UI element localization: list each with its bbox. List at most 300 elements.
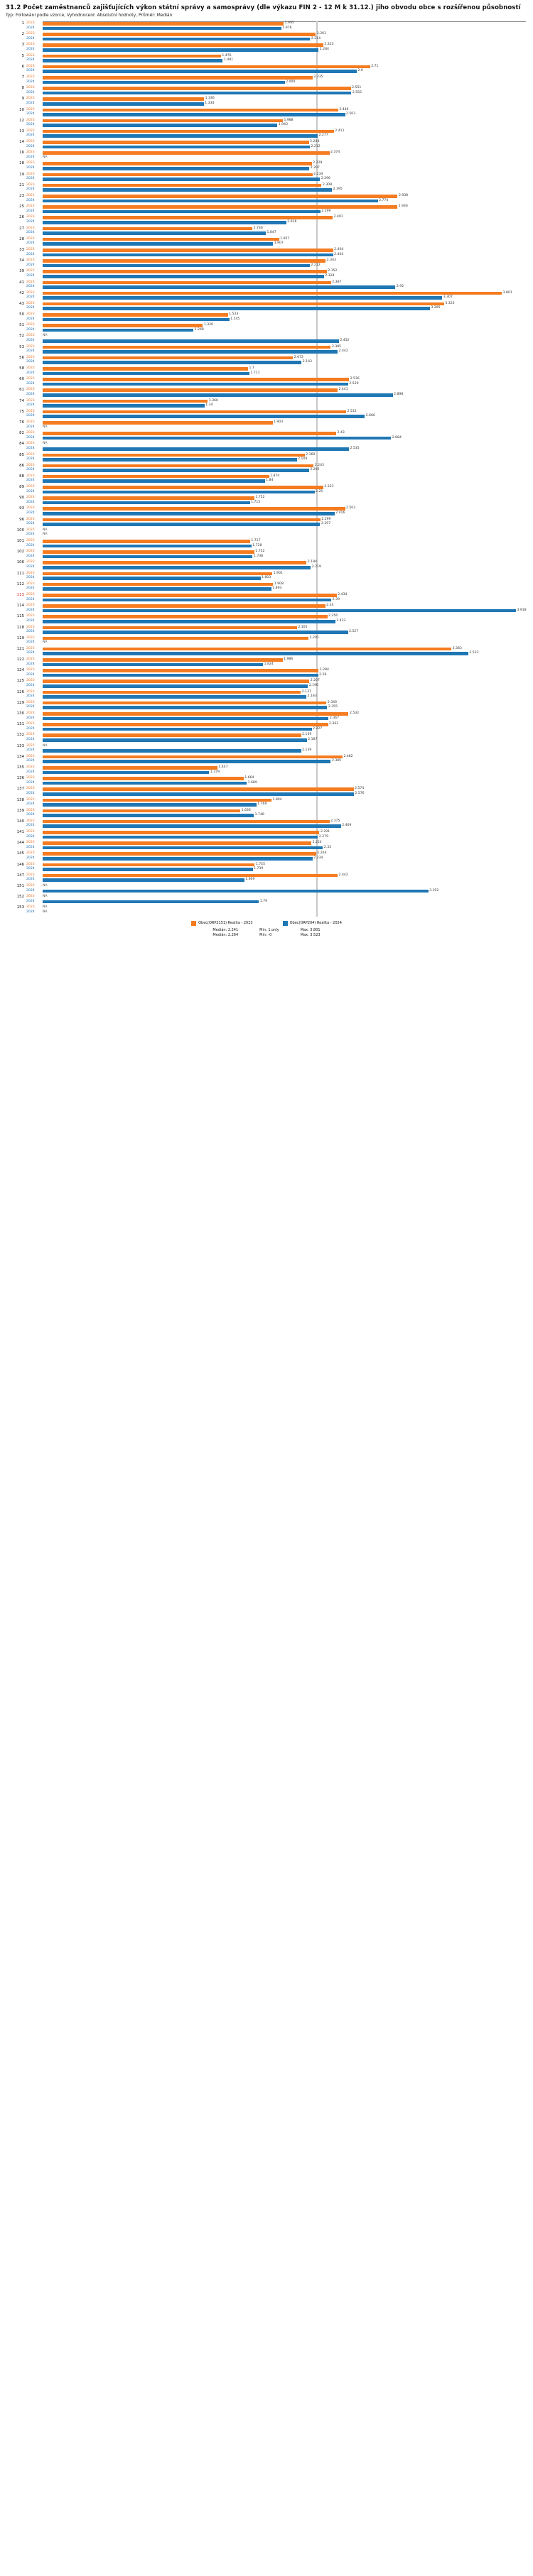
table-row[interactable] (6, 576, 527, 581)
table-row[interactable] (6, 619, 527, 624)
bar-2024[interactable] (43, 38, 310, 41)
bar-2023[interactable] (43, 173, 313, 177)
table-row[interactable] (6, 447, 527, 452)
table-row[interactable] (6, 856, 527, 861)
bar-2024[interactable] (43, 728, 312, 731)
table-row[interactable] (6, 755, 527, 760)
table-row[interactable] (6, 684, 527, 689)
bar-2024[interactable] (43, 501, 250, 505)
table-row[interactable] (6, 323, 527, 328)
bar-2024[interactable] (43, 566, 311, 569)
table-row[interactable] (6, 651, 527, 656)
table-row[interactable] (6, 145, 527, 150)
bar-2023[interactable] (43, 151, 330, 155)
bar-2024[interactable] (43, 868, 253, 871)
table-row[interactable] (6, 533, 527, 537)
table-row[interactable] (6, 560, 527, 565)
table-row[interactable] (6, 112, 527, 117)
table-row[interactable] (6, 241, 527, 246)
table-row[interactable] (6, 349, 527, 354)
table-row[interactable] (6, 119, 527, 124)
table-row[interactable] (6, 457, 527, 462)
table-row[interactable] (6, 694, 527, 699)
table-row[interactable] (6, 377, 527, 382)
bar-2024[interactable] (43, 146, 310, 149)
table-row[interactable] (6, 382, 527, 387)
bar-2023[interactable] (43, 658, 283, 662)
table-row[interactable] (6, 846, 527, 851)
table-row[interactable] (6, 614, 527, 619)
bar-2023[interactable] (43, 518, 321, 522)
bar-2023[interactable] (43, 43, 323, 47)
bar-2024[interactable] (43, 555, 252, 559)
table-row[interactable] (6, 209, 527, 214)
table-row[interactable] (6, 339, 527, 344)
table-row[interactable] (6, 662, 527, 667)
table-row[interactable] (6, 399, 527, 404)
bar-2024[interactable] (43, 512, 335, 515)
table-row[interactable] (6, 32, 527, 37)
bar-2023[interactable] (43, 281, 331, 285)
bar-2024[interactable] (43, 674, 318, 677)
bar-2024[interactable] (43, 652, 468, 655)
table-row[interactable] (6, 759, 527, 764)
bar-2023[interactable] (43, 109, 338, 112)
bar-2023[interactable] (43, 454, 305, 457)
bar-2024[interactable] (43, 803, 257, 807)
bar-2024[interactable] (43, 717, 328, 721)
table-row[interactable] (6, 593, 527, 598)
table-row[interactable] (6, 657, 527, 662)
bar-2024[interactable] (43, 792, 354, 796)
table-row[interactable] (6, 388, 527, 393)
bar-2024[interactable] (43, 491, 315, 494)
bar-2023[interactable] (43, 820, 330, 824)
bar-2023[interactable] (43, 831, 319, 834)
bar-2023[interactable] (43, 195, 397, 198)
table-row[interactable] (6, 604, 527, 608)
bar-2024[interactable] (43, 113, 345, 116)
table-row[interactable] (6, 586, 527, 591)
bar-2023[interactable] (43, 648, 451, 651)
bar-2023[interactable] (43, 852, 316, 856)
table-row[interactable] (6, 863, 527, 868)
table-row[interactable] (6, 123, 527, 128)
bar-2023[interactable] (43, 626, 297, 630)
table-row[interactable] (6, 306, 527, 311)
bar-2023[interactable] (43, 583, 273, 586)
table-row[interactable] (6, 819, 527, 824)
table-row[interactable] (6, 626, 527, 631)
table-row[interactable] (6, 582, 527, 587)
table-row[interactable] (6, 464, 527, 469)
bar-2024[interactable] (43, 447, 349, 451)
bar-2024[interactable] (43, 134, 318, 138)
bar-2024[interactable] (43, 275, 324, 278)
table-row[interactable] (6, 511, 527, 516)
table-row[interactable] (6, 220, 527, 225)
table-row[interactable] (6, 269, 527, 274)
table-row[interactable] (6, 770, 527, 775)
bar-2024[interactable] (43, 167, 309, 170)
table-row[interactable] (6, 765, 527, 770)
table-row[interactable] (6, 58, 527, 63)
table-row[interactable] (6, 884, 527, 889)
table-row[interactable] (6, 285, 527, 290)
bar-2024[interactable] (43, 92, 351, 95)
bar-2024[interactable] (43, 458, 297, 462)
table-row[interactable] (6, 555, 527, 560)
bar-2023[interactable] (43, 33, 316, 36)
bar-2023[interactable] (43, 507, 345, 511)
table-row[interactable] (6, 506, 527, 511)
table-row[interactable] (6, 183, 527, 188)
bar-2023[interactable] (43, 680, 309, 683)
bar-2023[interactable] (43, 723, 328, 726)
table-row[interactable] (6, 501, 527, 506)
bar-2023[interactable] (43, 572, 272, 576)
bar-2023[interactable] (43, 766, 217, 770)
table-row[interactable] (6, 177, 527, 182)
bar-2023[interactable] (43, 238, 279, 241)
bar-2023[interactable] (43, 216, 333, 219)
table-row[interactable] (6, 403, 527, 408)
bar-2023[interactable] (43, 259, 325, 263)
table-row[interactable] (6, 701, 527, 706)
bar-2023[interactable] (43, 637, 308, 640)
table-row[interactable] (6, 425, 527, 430)
table-row[interactable] (6, 431, 527, 436)
bar-2023[interactable] (43, 378, 349, 381)
table-row[interactable] (6, 878, 527, 883)
bar-2024[interactable] (43, 70, 357, 73)
table-row[interactable] (6, 824, 527, 829)
bar-2023[interactable] (43, 712, 348, 716)
bar-2023[interactable] (43, 388, 338, 392)
bar-2023[interactable] (43, 464, 313, 468)
bar-2024[interactable] (43, 771, 209, 775)
bar-2024[interactable] (43, 329, 193, 332)
bar-2024[interactable] (43, 706, 327, 709)
bar-2024[interactable] (43, 437, 391, 440)
bar-2023[interactable] (43, 550, 254, 554)
bar-2024[interactable] (43, 545, 252, 548)
bar-2024[interactable] (43, 178, 320, 181)
bar-2023[interactable] (43, 496, 254, 500)
table-row[interactable] (6, 204, 527, 209)
table-row[interactable] (6, 21, 527, 26)
bar-2024[interactable] (43, 372, 249, 376)
bar-2024[interactable] (43, 242, 273, 246)
table-row[interactable] (6, 334, 527, 339)
bar-2024[interactable] (43, 48, 318, 52)
bar-2024[interactable] (43, 857, 313, 861)
bar-2024[interactable] (43, 587, 271, 591)
bar-2023[interactable] (43, 874, 338, 878)
bar-2023[interactable] (43, 475, 269, 479)
bar-2024[interactable] (43, 749, 301, 753)
table-row[interactable] (6, 166, 527, 171)
table-row[interactable] (6, 420, 527, 425)
bar-2023[interactable] (43, 486, 323, 489)
table-row[interactable] (6, 830, 527, 835)
bar-2024[interactable] (43, 695, 306, 699)
bar-2023[interactable] (43, 162, 312, 165)
bar-2024[interactable] (43, 760, 330, 763)
table-row[interactable] (6, 91, 527, 96)
table-row[interactable] (6, 705, 527, 710)
bar-2023[interactable] (43, 561, 306, 564)
bar-2023[interactable] (43, 130, 334, 133)
bar-2024[interactable] (43, 599, 331, 602)
bar-2023[interactable] (43, 76, 313, 80)
bar-2023[interactable] (43, 777, 244, 780)
table-row[interactable] (6, 873, 527, 878)
table-row[interactable] (6, 65, 527, 70)
table-row[interactable] (6, 647, 527, 652)
bar-2024[interactable] (43, 890, 429, 893)
bar-2023[interactable] (43, 691, 301, 694)
bar-2023[interactable] (43, 604, 325, 608)
table-row[interactable] (6, 215, 527, 220)
bar-2023[interactable] (43, 400, 208, 403)
table-row[interactable] (6, 528, 527, 533)
table-row[interactable] (6, 835, 527, 840)
bar-2023[interactable] (43, 356, 293, 360)
bar-2024[interactable] (43, 307, 430, 310)
bar-2024[interactable] (43, 878, 244, 882)
bar-2024[interactable] (43, 415, 365, 418)
bar-2023[interactable] (43, 313, 228, 317)
bar-2023[interactable] (43, 292, 502, 295)
bar-2023[interactable] (43, 324, 203, 327)
bar-2023[interactable] (43, 863, 254, 867)
bar-2023[interactable] (43, 87, 351, 90)
table-row[interactable] (6, 727, 527, 732)
bar-2023[interactable] (43, 615, 328, 618)
bar-2024[interactable] (43, 253, 333, 257)
bar-2023[interactable] (43, 119, 283, 123)
table-row[interactable] (6, 161, 527, 166)
bar-2024[interactable] (43, 188, 332, 192)
table-row[interactable] (6, 889, 527, 894)
bar-2023[interactable] (43, 799, 271, 802)
bar-2024[interactable] (43, 620, 335, 623)
table-row[interactable] (6, 539, 527, 544)
bar-2024[interactable] (43, 27, 281, 31)
table-row[interactable] (6, 414, 527, 419)
table-row[interactable] (6, 173, 527, 178)
table-row[interactable] (6, 738, 527, 743)
table-row[interactable] (6, 317, 527, 322)
table-row[interactable] (6, 37, 527, 42)
bar-2024[interactable] (43, 782, 247, 785)
bar-2024[interactable] (43, 102, 204, 106)
table-row[interactable] (6, 371, 527, 376)
bar-2023[interactable] (43, 421, 273, 425)
table-row[interactable] (6, 608, 527, 613)
table-row[interactable] (6, 716, 527, 721)
table-row[interactable] (6, 133, 527, 138)
bar-2024[interactable] (43, 264, 310, 268)
table-row[interactable] (6, 280, 527, 285)
table-row[interactable] (6, 468, 527, 473)
table-row[interactable] (6, 366, 527, 371)
table-row[interactable] (6, 151, 527, 155)
bar-2023[interactable] (43, 841, 311, 845)
table-row[interactable] (6, 776, 527, 781)
bar-2023[interactable] (43, 270, 327, 273)
table-row[interactable] (6, 199, 527, 204)
bar-2023[interactable] (43, 22, 284, 26)
table-row[interactable] (6, 237, 527, 242)
bar-2024[interactable] (43, 318, 230, 322)
bar-2023[interactable] (43, 141, 309, 144)
table-row[interactable] (6, 274, 527, 279)
bar-2023[interactable] (43, 809, 240, 813)
bar-2023[interactable] (43, 227, 252, 231)
table-row[interactable] (6, 69, 527, 74)
table-row[interactable] (6, 248, 527, 253)
table-row[interactable] (6, 640, 527, 645)
bar-2023[interactable] (43, 346, 330, 349)
bar-2024[interactable] (43, 339, 339, 343)
table-row[interactable] (6, 86, 527, 91)
table-row[interactable] (6, 711, 527, 716)
bar-2023[interactable] (43, 55, 221, 58)
table-row[interactable] (6, 479, 527, 484)
table-row[interactable] (6, 360, 527, 365)
table-row[interactable] (6, 668, 527, 673)
bar-2024[interactable] (43, 846, 323, 850)
bar-2023[interactable] (43, 65, 370, 69)
bar-2024[interactable] (43, 663, 263, 667)
bar-2024[interactable] (43, 824, 341, 828)
table-row[interactable] (6, 253, 527, 258)
bar-2023[interactable] (43, 249, 333, 252)
table-row[interactable] (6, 48, 527, 53)
table-row[interactable] (6, 900, 527, 905)
table-row[interactable] (6, 598, 527, 603)
bar-2024[interactable] (43, 59, 222, 62)
table-row[interactable] (6, 129, 527, 134)
bar-2024[interactable] (43, 577, 261, 580)
table-row[interactable] (6, 630, 527, 635)
table-row[interactable] (6, 679, 527, 684)
bar-2024[interactable] (43, 469, 309, 472)
table-row[interactable] (6, 140, 527, 145)
bar-2023[interactable] (43, 410, 346, 414)
bar-2023[interactable] (43, 787, 354, 791)
table-row[interactable] (6, 328, 527, 333)
table-row[interactable] (6, 295, 527, 300)
table-row[interactable] (6, 910, 527, 915)
bar-2023[interactable] (43, 302, 444, 306)
bar-2024[interactable] (43, 738, 307, 742)
table-row[interactable] (6, 733, 527, 738)
table-row[interactable] (6, 108, 527, 113)
table-row[interactable] (6, 393, 527, 398)
table-row[interactable] (6, 895, 527, 900)
table-row[interactable] (6, 231, 527, 236)
table-row[interactable] (6, 905, 527, 910)
table-row[interactable] (6, 565, 527, 570)
table-row[interactable] (6, 75, 527, 80)
table-row[interactable] (6, 80, 527, 85)
table-row[interactable] (6, 781, 527, 786)
table-row[interactable] (6, 809, 527, 814)
bar-2023[interactable] (43, 733, 301, 737)
table-row[interactable] (6, 187, 527, 192)
table-row[interactable] (6, 356, 527, 361)
table-row[interactable] (6, 722, 527, 727)
bar-2024[interactable] (43, 383, 348, 386)
table-row[interactable] (6, 43, 527, 48)
table-row[interactable] (6, 302, 527, 307)
table-row[interactable] (6, 258, 527, 263)
table-row[interactable] (6, 522, 527, 527)
bar-2024[interactable] (43, 200, 378, 203)
table-row[interactable] (6, 410, 527, 415)
table-row[interactable] (6, 867, 527, 872)
table-row[interactable] (6, 97, 527, 102)
bar-2023[interactable] (43, 184, 321, 187)
table-row[interactable] (6, 851, 527, 856)
table-row[interactable] (6, 453, 527, 458)
table-row[interactable] (6, 787, 527, 792)
table-row[interactable] (6, 496, 527, 501)
bar-2023[interactable] (43, 432, 336, 435)
bar-2024[interactable] (43, 479, 265, 483)
bar-2024[interactable] (43, 81, 285, 84)
table-row[interactable] (6, 26, 527, 31)
table-row[interactable] (6, 550, 527, 555)
table-row[interactable] (6, 748, 527, 753)
bar-2024[interactable] (43, 609, 516, 613)
table-row[interactable] (6, 102, 527, 107)
table-row[interactable] (6, 518, 527, 523)
bar-2024[interactable] (43, 684, 308, 688)
table-row[interactable] (6, 841, 527, 846)
bar-2023[interactable] (43, 702, 326, 705)
table-row[interactable] (6, 442, 527, 447)
bar-2023[interactable] (43, 755, 343, 759)
table-row[interactable] (6, 802, 527, 807)
bar-2024[interactable] (43, 210, 321, 214)
table-row[interactable] (6, 636, 527, 641)
bar-2024[interactable] (43, 900, 259, 904)
bar-2024[interactable] (43, 285, 395, 289)
table-row[interactable] (6, 155, 527, 160)
table-row[interactable] (6, 690, 527, 695)
table-row[interactable] (6, 436, 527, 441)
bar-2024[interactable] (43, 296, 442, 300)
bar-2024[interactable] (43, 836, 318, 839)
bar-2023[interactable] (43, 594, 337, 597)
bar-2023[interactable] (43, 205, 397, 209)
table-row[interactable] (6, 744, 527, 749)
bar-2023[interactable] (43, 669, 318, 672)
bar-2024[interactable] (43, 393, 393, 397)
table-row[interactable] (6, 54, 527, 59)
bar-2024[interactable] (43, 523, 320, 526)
bar-2023[interactable] (43, 97, 204, 101)
table-row[interactable] (6, 345, 527, 350)
table-row[interactable] (6, 673, 527, 678)
bar-2024[interactable] (43, 231, 266, 235)
table-row[interactable] (6, 490, 527, 495)
table-row[interactable] (6, 263, 527, 268)
